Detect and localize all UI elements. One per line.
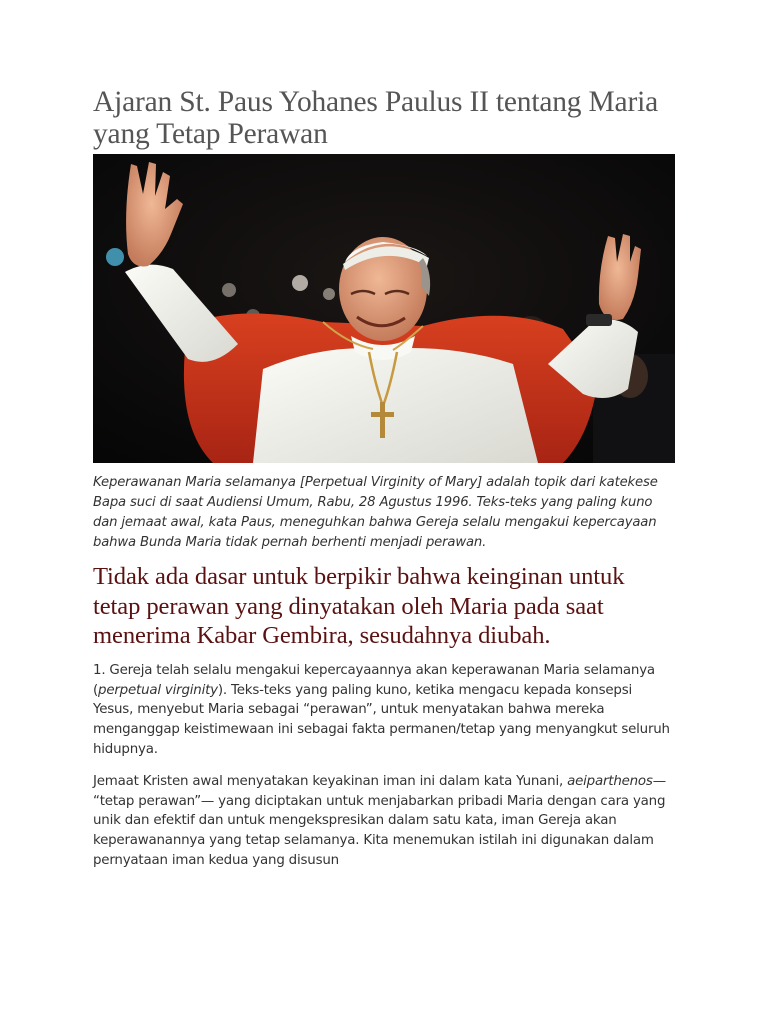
pope-photo-illustration: [93, 154, 675, 463]
section-heading: Tidak ada dasar untuk berpikir bahwa keinginan untuk tetap perawan yang dinyatakan oleh Maria pada saat menerima Kabar Gembira, sesudahnya diubah.: [93, 563, 625, 650]
paragraph-1-text-after: ). Teks-teks yang paling kuno, ketika mengacu kepada konsepsi Yesus, menyebut Maria sebagai “perawan”, untuk menyatakan bahwa mereka menganggap keistimewaan ini sebagai fakta permanen/tetap yang menyangkut seluruh hidupnya.: [93, 682, 670, 757]
article-title: Ajaran St. Paus Yohanes Paulus II tentang Maria yang Tetap Perawan: [93, 86, 658, 150]
paragraph-2-text-before: Jemaat Kristen awal menyatakan keyakinan iman ini dalam kata Yunani,: [93, 773, 568, 789]
paragraph-2-text-after: — “tetap perawan”— yang diciptakan untuk menjabarkan pribadi Maria dengan cara yang unik dan efektif dan untuk mengekspresikan dalam satu kata, iman Gereja akan keperawanannya yang tetap selamanya. Kita menemukan istilah ini digunakan dalam pernyataan iman kedua yang disusun: [93, 773, 666, 868]
paragraph-1-emphasis: perpetual virginity: [98, 682, 218, 698]
article-photo: [93, 154, 675, 463]
paragraph-1-text-before: 1. Gereja telah selalu mengakui kepercayaannya akan keperawanan Maria selamanya (: [93, 662, 655, 698]
paragraph-2-emphasis: aeiparthenos: [567, 773, 653, 789]
body-paragraph-1: [93, 661, 675, 760]
body-paragraph-2: [93, 772, 675, 871]
photo-caption: Keperawanan Maria selamanya [Perpetual Virginity of Mary] adalah topik dari katekese Bapa suci di saat Audiensi Umum, Rabu, 28 Agustus 1996. Teks-teks yang paling kuno dan jemaat awal, kata Paus, meneguhkan bahwa Gereja selalu mengakui kepercayaan bahwa Bunda Maria tidak pernah berhenti menjadi perawan.: [93, 475, 658, 550]
document-page: [93, 86, 675, 871]
